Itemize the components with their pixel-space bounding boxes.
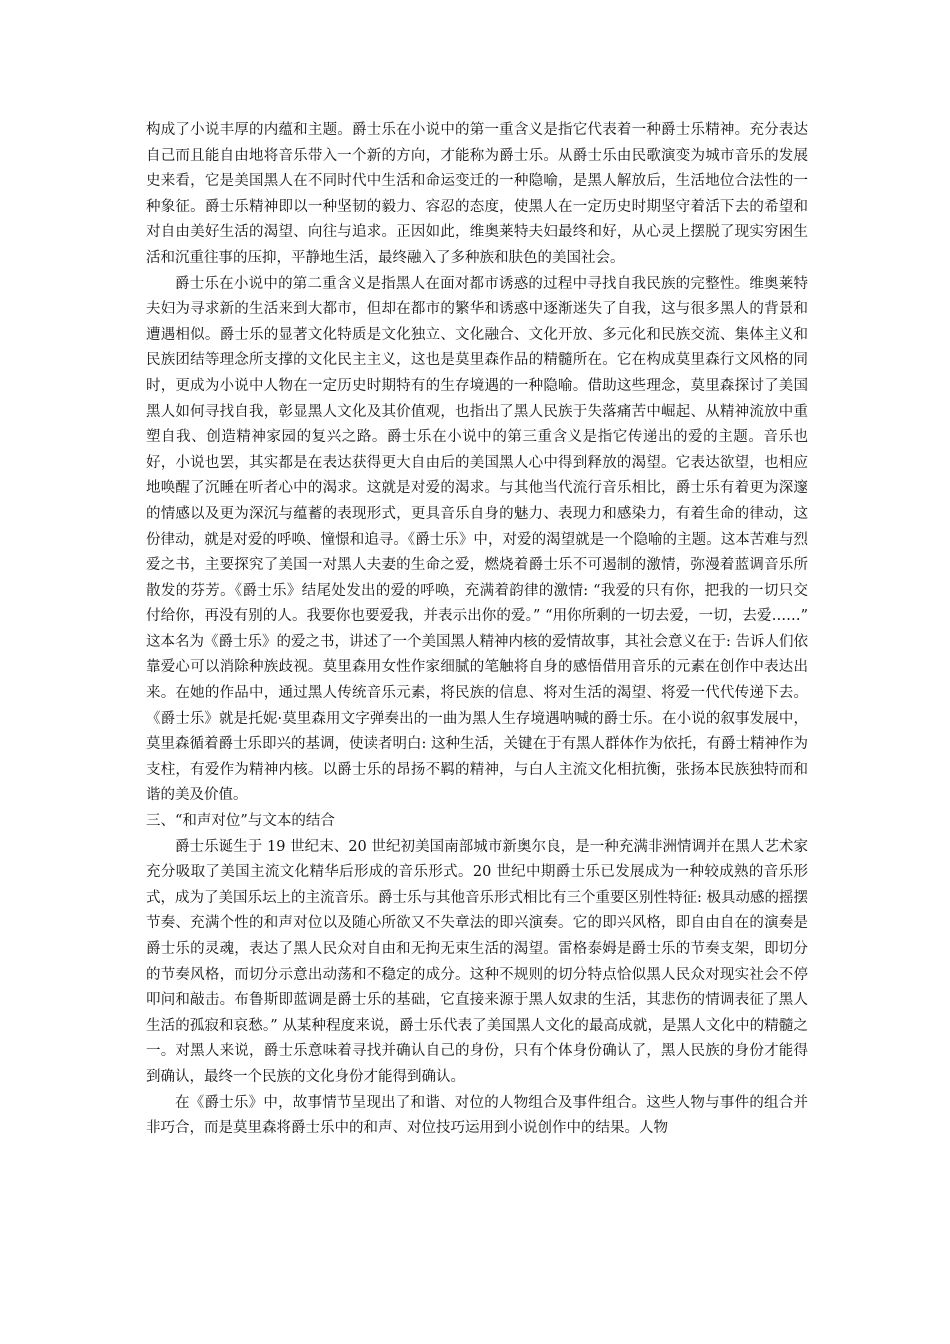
paragraph-jazz-first-meaning: 构成了小说丰厚的内蕴和主题。爵士乐在小说中的第一重含义是指它代表着一种爵士乐精神。充分表达自己而且能自由地将音乐带入一个新的方向，才能称为爵士乐。从爵士乐由民歌演变为城市音乐的发展史来看，它是美国黑人在不同时代中生活和命运变迁的一种隐喻，是黑人解放后，生活地位合法性的一种象征。爵士乐精神即以一种坚韧的毅力、容忍的态度，使黑人在一定历史时期坚守着活下去的希望和对自由美好生活的渴望、向往与追求。正因如此，维奥莱特夫妇最终和好，从心灵上摆脱了现实穷困生活和沉重往事的压抑，平静地生活，最终融入了多种族和肤色的美国社会。 (146, 122, 808, 266)
paragraph-harmony-counterpoint: 在《爵士乐》中，故事情节呈现出了和谐、对位的人物组合及事件组合。这些人物与事件的组合并非巧合，而是莫里森将爵士乐中的和声、对位技巧运用到小说创作中的结果。人物 (146, 1094, 808, 1137)
document-page (146, 118, 808, 1142)
paragraph-jazz-origin: 爵士乐诞生于 19 世纪末、20 世纪初美国南部城市新奥尔良，是一种充满非洲情调并在黑人艺术家充分吸取了美国主流文化精华后形成的音乐形式。20 世纪中期爵士乐已发展成为一种较成熟的音乐形式，成为了美国乐坛上的主流音乐。爵士乐与其他音乐形式相比有三个重要区别性特征: 极具动感的摇摆节奏、充满个性的和声对位以及随心所欲又不失章法的即兴演奏。它的即兴风格，即自由自在的演奏是爵士乐的灵魂，表达了黑人民众对自由和无拘无束生活的渴望。雷格泰姆是爵士乐的节奏支架，即切分的节奏风格，而切分示意出动荡和不稳定的成分。这种不规则的切分特点恰似黑人民众对现实社会不停叩问和敲击。布鲁斯即蓝调是爵士乐的基础，它直接来源于黑人奴隶的生活，其悲伤的情调表征了黑人生活的孤寂和哀愁。” 从某种程度来说，爵士乐代表了美国黑人文化的最高成就，是黑人文化中的精髓之一。对黑人来说，爵士乐意味着寻找并确认自己的身份，只有个体身份确认了，黑人民族的身份才能得到确认，最终一个民族的文化身份才能得到确认。 (146, 838, 808, 1085)
section-heading: 三、“和声对位”与文本的结合 (146, 813, 335, 830)
paragraph-jazz-second-third-meaning: 爵士乐在小说中的第二重含义是指黑人在面对都市诱惑的过程中寻找自我民族的完整性。维奥莱特夫妇为寻求新的生活来到大都市，但却在都市的繁华和诱惑中逐渐迷失了自我，这与很多黑人的背景和遭遇相似。爵士乐的显著文化特质是文化独立、文化融合、文化开放、多元化和民族交流、集体主义和民族团结等理念所支撑的文化民主主义，这也是莫里森作品的精髓所在。它在构成莫里森行文风格的同时，更成为小说中人物在一定历史时期特有的生存境遇的一种隐喻。借助这些理念，莫里森探讨了美国黑人如何寻找自我，彰显黑人文化及其价值观，也指出了黑人民族于失落痛苦中崛起、从精神流放中重塑自我、创造精神家园的复兴之路。爵士乐在小说中的第三重含义是指它传递出的爱的主题。音乐也好，小说也罢，其实都是在表达获得更大自由后的美国黑人心中得到释放的渴望。它表达欲望，也相应地唤醒了沉睡在听者心中的渴求。这就是对爱的渴求。与其他当代流行音乐相比，爵士乐有着更为深邃的情感以及更为深沉与蕴蓄的表现形式，更具音乐自身的魅力、表现力和感染力，有着生命的律动，这份律动，就是对爱的呼唤、憧憬和追寻。《爵士乐》中，对爱的渴望就是一个隐喻的主题。这本苦难与烈爱之书，主要探究了美国一对黑人夫妻的生命之爱，燃烧着爵士乐不可遏制的激情，弥漫着蓝调音乐所散发的芬芳。《爵士乐》结尾处发出的爱的呼唤，充满着韵律的激情: “我爱的只有你，把我的一切只交付给你，再没有别的人。我要你也要爱我，并表示出你的爱。” “用你所剩的一切去爱，一切，去爱……” 这本名为《爵士乐》的爱之书，讲述了一个美国黑人精神内核的爱情故事，其社会意义在于: 告诉人们依靠爱心可以消除种族歧视。莫里森用女性作家细腻的笔触将自身的感悟借用音乐的元素在创作中表达出来。在她的作品中，通过黑人传统音乐元素，将民族的信息、将对生活的渴望、将爱一代代传递下去。《爵士乐》就是托妮·莫里森用文字弹奏出的一曲为黑人生存境遇呐喊的爵士乐。在小说的叙事发展中，莫里森循着爵士乐即兴的基调，使读者明白: 这种生活，关键在于有黑人群体作为依托，有爵士精神作为支柱，有爱作为精神内核。以爵士乐的昂扬不羁的精神，与白人主流文化相抗衡，张扬本民族独特而和谐的美及价值。 (146, 275, 808, 804)
